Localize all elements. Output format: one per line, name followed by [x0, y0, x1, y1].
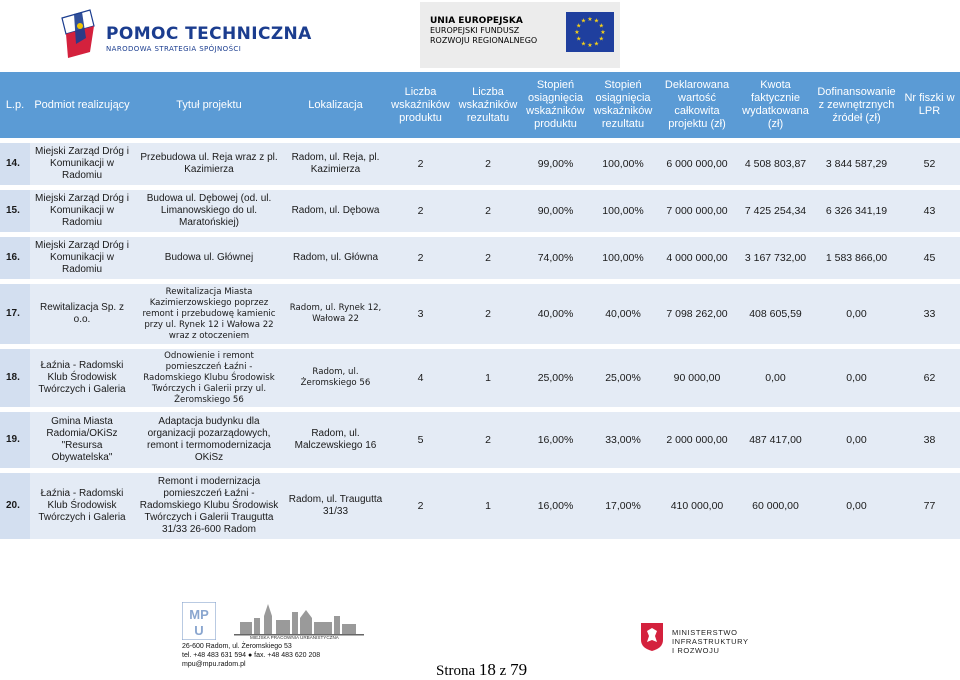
svg-text:★: ★ — [600, 29, 606, 36]
svg-text:★: ★ — [593, 17, 600, 25]
page-number — [436, 660, 527, 680]
eu-flag-icon — [566, 12, 614, 52]
cell-location: Radom, ul. Dębowa — [284, 190, 387, 232]
mpu-logo — [178, 598, 378, 676]
cell-declared: 2 000 000,00 — [657, 412, 737, 468]
cell-deg-prod: 25,00% — [522, 349, 589, 407]
header-lp: L.p. — [0, 72, 30, 138]
cell-entity: Łaźnia - Radomski Klub Środowisk Twórczych i Galeria — [30, 349, 134, 407]
cell-deg-res: 100,00% — [589, 143, 657, 185]
cell-ind-prod: 5 — [387, 412, 454, 468]
cell-entity: Łaźnia - Radomski Klub Środowisk Twórczych i Galeria — [30, 473, 134, 539]
eu-line-3: ROZWOJU REGIONALNEGO — [430, 36, 538, 45]
cell-ind-prod: 4 — [387, 349, 454, 407]
pomoc-techniczna-title: POMOC TECHNICZNA — [106, 24, 312, 44]
cell-deg-res: 25,00% — [589, 349, 657, 407]
header-location: Lokalizacja — [284, 72, 387, 138]
header-ind-res: Liczba wskaźników rezultatu — [454, 72, 522, 138]
cell-declared: 90 000,00 — [657, 349, 737, 407]
cell-declared: 4 000 000,00 — [657, 237, 737, 279]
table-row — [0, 190, 960, 232]
cell-ind-prod: 2 — [387, 143, 454, 185]
page-current: 18 — [478, 660, 496, 679]
cell-deg-res: 40,00% — [589, 284, 657, 344]
cell-sheet: 45 — [899, 237, 960, 279]
ministry-line-3: I ROZWOJU — [672, 646, 720, 655]
cell-declared: 6 000 000,00 — [657, 143, 737, 185]
cell-deg-res: 100,00% — [589, 190, 657, 232]
cell-location: Radom, ul. Rynek 12, Wałowa 22 — [284, 284, 387, 344]
page-footer — [0, 590, 960, 677]
header-sheet: Nr fiszki w LPR — [899, 72, 960, 138]
page-total: 79 — [510, 660, 528, 679]
svg-text:★: ★ — [593, 40, 600, 48]
cell-title: Budowa ul. Dębowej (od. ul. Limanowskiego do ul. Maratońskiej) — [134, 190, 284, 232]
header-entity: Podmiot realizujący — [30, 72, 134, 138]
table-row — [0, 237, 960, 279]
cell-ind-res: 2 — [454, 143, 522, 185]
svg-text:★: ★ — [587, 16, 593, 23]
mpu-contact — [182, 642, 320, 669]
eagle-crest-icon — [640, 622, 664, 652]
mpu-email: mpu@mpu.radom.pl — [182, 661, 246, 668]
cell-ind-res: 2 — [454, 284, 522, 344]
page-prefix: Strona — [436, 663, 476, 679]
cell-lp: 20. — [0, 473, 30, 539]
cell-external: 0,00 — [814, 412, 899, 468]
eu-line-1: UNIA EUROPEJSKA — [430, 16, 523, 26]
cell-deg-res: 100,00% — [589, 237, 657, 279]
cell-spent: 7 425 254,34 — [737, 190, 814, 232]
svg-text:★: ★ — [574, 29, 580, 36]
header-external: Dofinansowanie z zewnętrznych źródeł (zł) — [814, 72, 899, 138]
cell-ind-res: 1 — [454, 349, 522, 407]
cell-deg-res: 17,00% — [589, 473, 657, 539]
ministry-line-1: MINISTERSTWO — [672, 628, 738, 637]
header-logos — [0, 0, 960, 72]
header-deg-res: Stopień osiągnięcia wskaźników rezultatu — [589, 72, 657, 138]
svg-text:★: ★ — [580, 40, 587, 48]
cell-location: Radom, ul. Główna — [284, 237, 387, 279]
cell-ind-prod: 2 — [387, 237, 454, 279]
poland-flag-icon — [60, 8, 96, 60]
cell-deg-prod: 90,00% — [522, 190, 589, 232]
cell-location: Radom, ul. Reja, pl. Kazimierza — [284, 143, 387, 185]
table-row — [0, 284, 960, 344]
cell-sheet: 43 — [899, 190, 960, 232]
cell-declared: 410 000,00 — [657, 473, 737, 539]
header-ind-prod: Liczba wskaźników produktu — [387, 72, 454, 138]
cell-external: 1 583 866,00 — [814, 237, 899, 279]
ministry-logo — [640, 622, 800, 658]
pomoc-techniczna-subtitle: NARODOWA STRATEGIA SPÓJNOŚCI — [106, 45, 242, 53]
cell-external: 0,00 — [814, 473, 899, 539]
cell-ind-prod: 3 — [387, 284, 454, 344]
cell-spent: 408 605,59 — [737, 284, 814, 344]
svg-text:U: U — [194, 623, 204, 638]
header-title: Tytuł projektu — [134, 72, 284, 138]
cell-entity: Gmina Miasta Radomia/OKiSz "Resursa Obywatelska" — [30, 412, 134, 468]
eu-line-2: EUROPEJSKI FUNDUSZ — [430, 26, 520, 35]
table-row — [0, 473, 960, 539]
ministry-line-2: INFRASTRUKTURY — [672, 637, 749, 646]
cell-deg-res: 33,00% — [589, 412, 657, 468]
svg-text:★: ★ — [598, 22, 604, 30]
cell-lp: 18. — [0, 349, 30, 407]
cell-ind-prod: 2 — [387, 190, 454, 232]
cell-ind-res: 2 — [454, 190, 522, 232]
mpu-name: MIEJSKA PRACOWNIA URBANISTYCZNA — [250, 635, 339, 640]
cell-ind-prod: 2 — [387, 473, 454, 539]
mpu-fax: fax. +48 483 620 208 — [254, 652, 321, 659]
cell-spent: 4 508 803,87 — [737, 143, 814, 185]
table-row — [0, 412, 960, 468]
projects-table — [0, 72, 960, 539]
svg-text:★: ★ — [580, 17, 587, 25]
cell-entity: Miejski Zarząd Dróg i Komunikacji w Radomiu — [30, 190, 134, 232]
cell-external: 6 326 341,19 — [814, 190, 899, 232]
cell-location: Radom, ul. Traugutta 31/33 — [284, 473, 387, 539]
cell-title: Odnowienie i remont pomieszczeń Łaźni - Radomskiego Klubu Środowisk Twórczych i Galerii przy ul. Żeromskiego 56 — [134, 349, 284, 407]
cell-lp: 15. — [0, 190, 30, 232]
cell-sheet: 33 — [899, 284, 960, 344]
svg-text:★: ★ — [576, 22, 582, 30]
cell-title: Budowa ul. Głównej — [134, 237, 284, 279]
cell-lp: 19. — [0, 412, 30, 468]
cell-external: 0,00 — [814, 349, 899, 407]
cell-external: 3 844 587,29 — [814, 143, 899, 185]
cell-lp: 17. — [0, 284, 30, 344]
cell-spent: 0,00 — [737, 349, 814, 407]
cell-title: Przebudowa ul. Reja wraz z pl. Kazimierza — [134, 143, 284, 185]
mpu-phone-fax — [182, 651, 320, 660]
city-skyline-icon — [220, 600, 370, 636]
cell-location: Radom, ul. Żeromskiego 56 — [284, 349, 387, 407]
cell-deg-prod: 16,00% — [522, 473, 589, 539]
svg-text:★: ★ — [598, 35, 604, 43]
cell-sheet: 38 — [899, 412, 960, 468]
cell-ind-res: 1 — [454, 473, 522, 539]
cell-title: Remont i modernizacja pomieszczeń Łaźni - Radomskiego Klubu Środowisk Twórczych i Galerii Traugutta 31/33 26-600 Radom — [134, 473, 284, 539]
cell-spent: 3 167 732,00 — [737, 237, 814, 279]
cell-external: 0,00 — [814, 284, 899, 344]
cell-spent: 487 417,00 — [737, 412, 814, 468]
cell-sheet: 62 — [899, 349, 960, 407]
table-header-row — [0, 72, 960, 138]
table-row — [0, 349, 960, 407]
cell-entity: Rewitalizacja Sp. z o.o. — [30, 284, 134, 344]
eu-logo — [420, 2, 620, 68]
mpu-phone: tel. +48 483 631 594 — [182, 652, 247, 659]
cell-spent: 60 000,00 — [737, 473, 814, 539]
cell-sheet: 77 — [899, 473, 960, 539]
cell-sheet: 52 — [899, 143, 960, 185]
cell-lp: 14. — [0, 143, 30, 185]
cell-declared: 7 098 262,00 — [657, 284, 737, 344]
cell-ind-res: 2 — [454, 412, 522, 468]
cell-declared: 7 000 000,00 — [657, 190, 737, 232]
cell-location: Radom, ul. Malczewskiego 16 — [284, 412, 387, 468]
table-row — [0, 143, 960, 185]
cell-ind-res: 2 — [454, 237, 522, 279]
cell-lp: 16. — [0, 237, 30, 279]
mpu-mark-icon — [182, 602, 216, 640]
cell-entity: Miejski Zarząd Dróg i Komunikacji w Radomiu — [30, 237, 134, 279]
header-spent: Kwota faktycznie wydatkowana (zł) — [737, 72, 814, 138]
cell-title: Adaptacja budynku dla organizacji pozarządowych, remont i termomodernizacja OKiSz — [134, 412, 284, 468]
cell-entity: Miejski Zarząd Dróg i Komunikacji w Radomiu — [30, 143, 134, 185]
svg-text:MP: MP — [189, 607, 209, 622]
svg-text:★: ★ — [587, 42, 593, 49]
cell-deg-prod: 16,00% — [522, 412, 589, 468]
header-declared: Deklarowana wartość całkowita projektu (zł) — [657, 72, 737, 138]
mpu-address: 26-600 Radom, ul. Żeromskiego 53 — [182, 643, 292, 650]
cell-title: Rewitalizacja Miasta Kazimierzowskiego poprzez remont i przebudowę kamienic przy ul. Rynek 12 i Wałowa 22 wraz z otoczeniem — [134, 284, 284, 344]
cell-deg-prod: 99,00% — [522, 143, 589, 185]
header-deg-prod: Stopień osiągnięcia wskaźników produktu — [522, 72, 589, 138]
cell-deg-prod: 40,00% — [522, 284, 589, 344]
page-sep: z — [499, 663, 507, 679]
pomoc-techniczna-logo — [60, 6, 312, 64]
svg-text:★: ★ — [576, 35, 582, 43]
cell-deg-prod: 74,00% — [522, 237, 589, 279]
bullet-icon: ● — [247, 652, 253, 659]
